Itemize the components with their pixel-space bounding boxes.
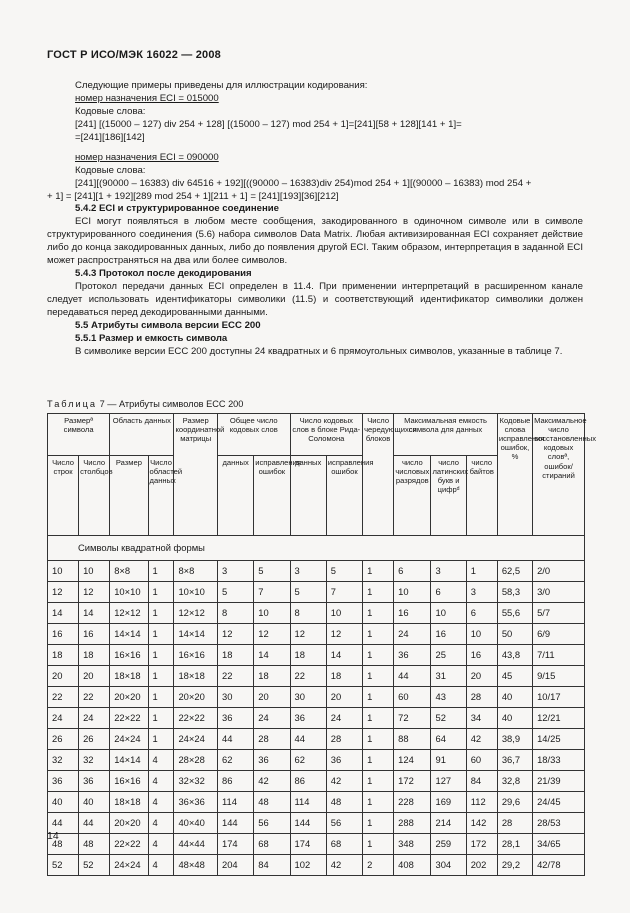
table-cell: 6 <box>394 561 431 582</box>
table-cell: 40 <box>497 708 532 729</box>
table-cell: 7 <box>254 582 290 603</box>
table-row <box>48 666 585 687</box>
table-cell: 1 <box>363 666 394 687</box>
table-cell: 84 <box>254 855 290 876</box>
table-cell: 44 <box>79 813 110 834</box>
table-cell: 44 <box>290 729 326 750</box>
th-total-codewords: Общее число кодовых слов <box>217 414 290 456</box>
table-cell: 1 <box>148 624 174 645</box>
table-cell: 48 <box>79 834 110 855</box>
table-cell: 40×40 <box>174 813 218 834</box>
table-cell: 144 <box>290 813 326 834</box>
table-cell: 88 <box>394 729 431 750</box>
table-cell: 1 <box>466 561 497 582</box>
table-row <box>48 750 585 771</box>
table-cell: 18 <box>79 645 110 666</box>
table-cell: 12×12 <box>174 603 218 624</box>
table-cell: 18 <box>254 666 290 687</box>
table-cell: 4 <box>148 834 174 855</box>
example1-formula-line1: [241] [(15000 – 127) div 254 + 128] [(15000 – 127) mod 254 + 1]=[241][58 + 128][141 + 1]= <box>75 118 462 130</box>
table-cell: 1 <box>363 834 394 855</box>
table-cell: 29,6 <box>497 792 532 813</box>
table-cell: 14 <box>79 603 110 624</box>
table-cell: 8 <box>290 603 326 624</box>
table-cell: 18×18 <box>174 666 218 687</box>
table-cell: 36 <box>48 771 79 792</box>
table-cell: 16 <box>48 624 79 645</box>
table-cell: 12 <box>79 582 110 603</box>
table-cell: 42 <box>466 729 497 750</box>
table-cell: 8 <box>217 603 253 624</box>
table-cell: 124 <box>394 750 431 771</box>
table-cell: 1 <box>148 666 174 687</box>
table-cell: 1 <box>363 603 394 624</box>
table-cell: 45 <box>497 666 532 687</box>
table-cell: 84 <box>466 771 497 792</box>
table-cell: 228 <box>394 792 431 813</box>
table-cell: 12 <box>254 624 290 645</box>
table-cell: 40 <box>48 792 79 813</box>
table-cell: 44 <box>394 666 431 687</box>
body-text <box>47 80 583 359</box>
table-cell: 32×32 <box>174 771 218 792</box>
table-cell: 304 <box>431 855 466 876</box>
table-cell: 50 <box>497 624 532 645</box>
table-cell: 24 <box>79 708 110 729</box>
table-cell: 1 <box>363 687 394 708</box>
table-cell: 3 <box>466 582 497 603</box>
table-cell: 48 <box>254 792 290 813</box>
table-cell: 144 <box>217 813 253 834</box>
table-cell: 38,9 <box>497 729 532 750</box>
table-cell: 36 <box>290 708 326 729</box>
th-data-area: Область данных <box>110 414 174 456</box>
table-cell: 26 <box>79 729 110 750</box>
table-cell: 36 <box>394 645 431 666</box>
table-cell: 7/11 <box>533 645 585 666</box>
table-cell: 68 <box>326 834 362 855</box>
table-cell: 36 <box>217 708 253 729</box>
table-cell: 12 <box>48 582 79 603</box>
table-cell: 60 <box>466 750 497 771</box>
table-cell: 26 <box>48 729 79 750</box>
table-cell: 29,2 <box>497 855 532 876</box>
table-row <box>48 729 585 750</box>
table-cell: 91 <box>431 750 466 771</box>
table-cell: 24×24 <box>110 855 148 876</box>
page-number: 14 <box>47 830 59 842</box>
table-cell: 172 <box>466 834 497 855</box>
th-rs-ec: исправления ошибок <box>326 456 362 536</box>
table-cell: 24×24 <box>174 729 218 750</box>
table-cell: 10 <box>394 582 431 603</box>
table-cell: 52 <box>431 708 466 729</box>
table-cell: 42 <box>254 771 290 792</box>
table-cell: 18 <box>290 645 326 666</box>
table-row <box>48 813 585 834</box>
table-cell: 1 <box>363 729 394 750</box>
symbol-attributes-table <box>47 413 597 876</box>
table-caption-word: Таблица <box>47 399 98 409</box>
table-row <box>48 561 585 582</box>
table-cell: 32,8 <box>497 771 532 792</box>
section-55-heading: 5.5 Атрибуты символа версии ECC 200 <box>75 319 261 331</box>
table-cell: 8×8 <box>174 561 218 582</box>
table-cell: 12 <box>326 624 362 645</box>
table-cell: 3 <box>217 561 253 582</box>
table-cell: 20 <box>254 687 290 708</box>
table-cell: 22×22 <box>110 834 148 855</box>
table-cell: 172 <box>394 771 431 792</box>
th-rs-data: данных <box>290 456 326 536</box>
table-cell: 408 <box>394 855 431 876</box>
table-cell: 20 <box>48 666 79 687</box>
table-cell: 48×48 <box>174 855 218 876</box>
table-cell: 86 <box>217 771 253 792</box>
table-cell: 8×8 <box>110 561 148 582</box>
table-cell: 14 <box>254 645 290 666</box>
table-cell: 32 <box>48 750 79 771</box>
table-cell: 16 <box>79 624 110 645</box>
table-cell: 21/39 <box>533 771 585 792</box>
table-cell: 10/17 <box>533 687 585 708</box>
table-cell: 22 <box>217 666 253 687</box>
section-542-text: ECI могут появляться в любом месте сообщения, закодированного в одиночном символе или в символе структурированного соединения (5.6) набора символов Data Matrix. Любая активизированная ECI сохраняет действие либо до конца закодированных данных, либо до появления другой ECI. Таким образом, интерпретация в заданной ECI может распространяться на два или более символов. <box>47 216 583 267</box>
table-cell: 202 <box>466 855 497 876</box>
table-cell: 142 <box>466 813 497 834</box>
table-cell: 6 <box>431 582 466 603</box>
table-cell: 18/33 <box>533 750 585 771</box>
table-cell: 5 <box>326 561 362 582</box>
table-cell: 6 <box>466 603 497 624</box>
table-cell: 20 <box>79 666 110 687</box>
table-cell: 24 <box>326 708 362 729</box>
table-cell: 6/9 <box>533 624 585 645</box>
table-cell: 1 <box>363 624 394 645</box>
table-row <box>48 624 585 645</box>
example2-codewords-label: Кодовые слова: <box>75 164 146 176</box>
table-row <box>48 645 585 666</box>
table-cell: 28 <box>466 687 497 708</box>
table-cell: 259 <box>431 834 466 855</box>
th-region-size: Размер <box>110 456 148 536</box>
table-cell: 1 <box>363 708 394 729</box>
example1-label: номер назначения ECI = 015000 <box>75 92 219 104</box>
table-cell: 20×20 <box>174 687 218 708</box>
table-cell: 28 <box>497 813 532 834</box>
table-cell: 52 <box>79 855 110 876</box>
th-cap-numeric: число числовых разрядов <box>394 456 431 536</box>
example2-formula-line2: + 1] = [241][1 + 192][289 mod 254 + 1][211 + 1] = [241][193][36][212] <box>47 190 339 202</box>
th-rows: Число строк <box>48 456 79 536</box>
table-cell: 174 <box>290 834 326 855</box>
table-cell: 22 <box>48 687 79 708</box>
section-551-heading: 5.5.1 Размер и емкость символа <box>75 332 228 344</box>
table-cell: 1 <box>148 561 174 582</box>
table-cell: 3 <box>431 561 466 582</box>
table-cell: 10 <box>431 603 466 624</box>
table-cell: 16×16 <box>174 645 218 666</box>
th-symbol-size: Размерª символа <box>48 414 110 456</box>
table-cell: 18×18 <box>110 792 148 813</box>
th-cap-bytes: число байтов <box>466 456 497 536</box>
table-cell: 58,3 <box>497 582 532 603</box>
table-cell: 22 <box>79 687 110 708</box>
section-543-heading: 5.4.3 Протокол после декодирования <box>75 268 252 280</box>
table-cell: 25 <box>431 645 466 666</box>
th-region-count: Число областей данных <box>148 456 174 536</box>
table-cell: 102 <box>290 855 326 876</box>
table-cell: 3 <box>290 561 326 582</box>
table-cell: 9/15 <box>533 666 585 687</box>
table-cell: 14 <box>48 603 79 624</box>
table-row <box>48 582 585 603</box>
section-543-text: Протокол передачи данных ECI определен в 11.4. При применении интерпретаций в расширенном канале следует использовать идентификаторы символики (11.5) и соответствующий идентификатор символики должен передаваться перед декодированными данными. <box>47 281 583 318</box>
table-cell: 12/21 <box>533 708 585 729</box>
table-cell: 214 <box>431 813 466 834</box>
table-cell: 28×28 <box>174 750 218 771</box>
table-cell: 288 <box>394 813 431 834</box>
table-cell: 5 <box>254 561 290 582</box>
table-cell: 16 <box>394 603 431 624</box>
table-cell: 169 <box>431 792 466 813</box>
example2-formula-line1: [241][(90000 – 16383) div 64516 + 192][((90000 – 16383)div 254)mod 254 + 1][(90000 – 16383) mod 254 + <box>75 177 532 189</box>
table-cell: 56 <box>254 813 290 834</box>
table-cell: 5 <box>217 582 253 603</box>
table-cell: 12×12 <box>110 603 148 624</box>
section-551-text: В символике версии ECC 200 доступны 24 квадратных и 6 прямоугольных символов, указанные в таблице 7. <box>75 345 563 357</box>
table-cell: 22×22 <box>174 708 218 729</box>
table-cell: 36×36 <box>174 792 218 813</box>
table-cell: 12 <box>290 624 326 645</box>
th-max-correctable: Максимальное число восстановленных кодовых словª, ошибок/ стираний <box>533 414 585 536</box>
table-cell: 31 <box>431 666 466 687</box>
table-cell: 40 <box>497 687 532 708</box>
table-row <box>48 792 585 813</box>
table-cell: 14 <box>326 645 362 666</box>
table-cell: 114 <box>290 792 326 813</box>
table-cell: 24/45 <box>533 792 585 813</box>
table-cell: 10 <box>326 603 362 624</box>
table-cell: 204 <box>217 855 253 876</box>
table-cell: 34 <box>466 708 497 729</box>
intro-paragraph: Следующие примеры приведены для иллюстрации кодирования: <box>75 80 368 91</box>
table-cell: 1 <box>363 582 394 603</box>
th-cw-ec: исправления ошибок <box>254 456 290 536</box>
table-row <box>48 771 585 792</box>
table-cell: 5 <box>290 582 326 603</box>
table-cell: 348 <box>394 834 431 855</box>
table-cell: 4 <box>148 771 174 792</box>
table-cell: 18×18 <box>110 666 148 687</box>
th-cols: Число столбцов <box>79 456 110 536</box>
table-cell: 48 <box>48 834 79 855</box>
table-cell: 30 <box>217 687 253 708</box>
th-max-capacity: Максимальная емкость символа для данных <box>394 414 498 456</box>
table-cell: 2/0 <box>533 561 585 582</box>
section-square-symbols: Символы квадратной формы <box>48 536 585 561</box>
table-cell: 112 <box>466 792 497 813</box>
table-cell: 16×16 <box>110 771 148 792</box>
table-cell: 10 <box>79 561 110 582</box>
table-cell: 44 <box>217 729 253 750</box>
table-cell: 55,6 <box>497 603 532 624</box>
table-cell: 12 <box>217 624 253 645</box>
table-cell: 40 <box>79 792 110 813</box>
table-cell: 43,8 <box>497 645 532 666</box>
table-cell: 24 <box>48 708 79 729</box>
table-cell: 52 <box>48 855 79 876</box>
table-cell: 56 <box>326 813 362 834</box>
table-cell: 14×14 <box>110 624 148 645</box>
table-cell: 14/25 <box>533 729 585 750</box>
table-cell: 2 <box>363 855 394 876</box>
table-cell: 10 <box>466 624 497 645</box>
table-caption-text: 7 — Атрибуты символов ECC 200 <box>97 399 244 409</box>
table-cell: 28,1 <box>497 834 532 855</box>
table-cell: 48 <box>326 792 362 813</box>
table-cell: 36 <box>254 750 290 771</box>
table-cell: 10 <box>254 603 290 624</box>
table-cell: 62,5 <box>497 561 532 582</box>
table-cell: 28/53 <box>533 813 585 834</box>
table-cell: 22×22 <box>110 708 148 729</box>
table-cell: 4 <box>148 750 174 771</box>
table-cell: 18 <box>326 666 362 687</box>
table-cell: 24×24 <box>110 729 148 750</box>
example1-formula-line2: =[241][186][142] <box>75 131 145 143</box>
table-cell: 14×14 <box>110 750 148 771</box>
table-cell: 1 <box>148 603 174 624</box>
table-cell: 86 <box>290 771 326 792</box>
table-cell: 44×44 <box>174 834 218 855</box>
table-cell: 44 <box>48 813 79 834</box>
table-cell: 34/65 <box>533 834 585 855</box>
table-cell: 62 <box>217 750 253 771</box>
table-cell: 68 <box>254 834 290 855</box>
table-row <box>48 834 585 855</box>
table-cell: 1 <box>363 792 394 813</box>
table-cell: 10 <box>48 561 79 582</box>
table-cell: 24 <box>394 624 431 645</box>
table-row <box>48 687 585 708</box>
table-cell: 16 <box>431 624 466 645</box>
table-cell: 43 <box>431 687 466 708</box>
table-cell: 4 <box>148 813 174 834</box>
table-cell: 60 <box>394 687 431 708</box>
th-interleaved-blocks: Число чередующихся блоков <box>363 414 394 536</box>
example1-codewords-label: Кодовые слова: <box>75 105 146 117</box>
th-cw-data: данных <box>217 456 253 536</box>
table-cell: 28 <box>326 729 362 750</box>
table-cell: 4 <box>148 855 174 876</box>
table-cell: 32 <box>79 750 110 771</box>
table-cell: 36 <box>326 750 362 771</box>
table-cell: 30 <box>290 687 326 708</box>
table-cell: 1 <box>363 813 394 834</box>
table-cell: 16 <box>466 645 497 666</box>
table-cell: 16×16 <box>110 645 148 666</box>
table-cell: 1 <box>148 582 174 603</box>
table-cell: 18 <box>48 645 79 666</box>
th-matrix-size: Размер координатной матрицы <box>174 414 218 536</box>
table-cell: 127 <box>431 771 466 792</box>
table-cell: 4 <box>148 792 174 813</box>
table-cell: 20 <box>326 687 362 708</box>
table-cell: 22 <box>290 666 326 687</box>
table-cell: 1 <box>148 645 174 666</box>
table-cell: 1 <box>363 645 394 666</box>
table-cell: 72 <box>394 708 431 729</box>
table-cell: 28 <box>254 729 290 750</box>
table-cell: 36 <box>79 771 110 792</box>
table-cell: 1 <box>148 687 174 708</box>
table-cell: 10×10 <box>174 582 218 603</box>
table-cell: 1 <box>363 750 394 771</box>
table-cell: 36,7 <box>497 750 532 771</box>
table-cell: 24 <box>254 708 290 729</box>
table-cell: 1 <box>363 561 394 582</box>
section-542-heading: 5.4.2 ECI и структурированное соединение <box>75 203 279 215</box>
table-cell: 7 <box>326 582 362 603</box>
document-header: ГОСТ Р ИСО/МЭК 16022 — 2008 <box>47 49 222 61</box>
example2-label: номер назначения ECI = 090000 <box>75 151 219 163</box>
table-cell: 1 <box>148 729 174 750</box>
table-cell: 18 <box>217 645 253 666</box>
table-cell: 1 <box>363 771 394 792</box>
table-cell: 3/0 <box>533 582 585 603</box>
table-cell: 174 <box>217 834 253 855</box>
table-row <box>48 708 585 729</box>
table-row <box>48 603 585 624</box>
table-cell: 10×10 <box>110 582 148 603</box>
table-cell: 42 <box>326 771 362 792</box>
th-rs-block-codewords: Число кодовых слов в блоке Рида-Соломона <box>290 414 363 456</box>
th-ec-percent: Кодовые слова исправления ошибок, % <box>497 414 532 536</box>
table-cell: 62 <box>290 750 326 771</box>
table-cell: 5/7 <box>533 603 585 624</box>
table-cell: 114 <box>217 792 253 813</box>
table-caption <box>47 398 243 410</box>
table-cell: 14×14 <box>174 624 218 645</box>
table-row <box>48 855 585 876</box>
table-cell: 20 <box>466 666 497 687</box>
table-cell: 20×20 <box>110 687 148 708</box>
table-cell: 42/78 <box>533 855 585 876</box>
table-cell: 64 <box>431 729 466 750</box>
th-cap-alnum: число латинских букв и цифрᵈ <box>431 456 466 536</box>
table-cell: 42 <box>326 855 362 876</box>
table-cell: 1 <box>148 708 174 729</box>
table-cell: 20×20 <box>110 813 148 834</box>
